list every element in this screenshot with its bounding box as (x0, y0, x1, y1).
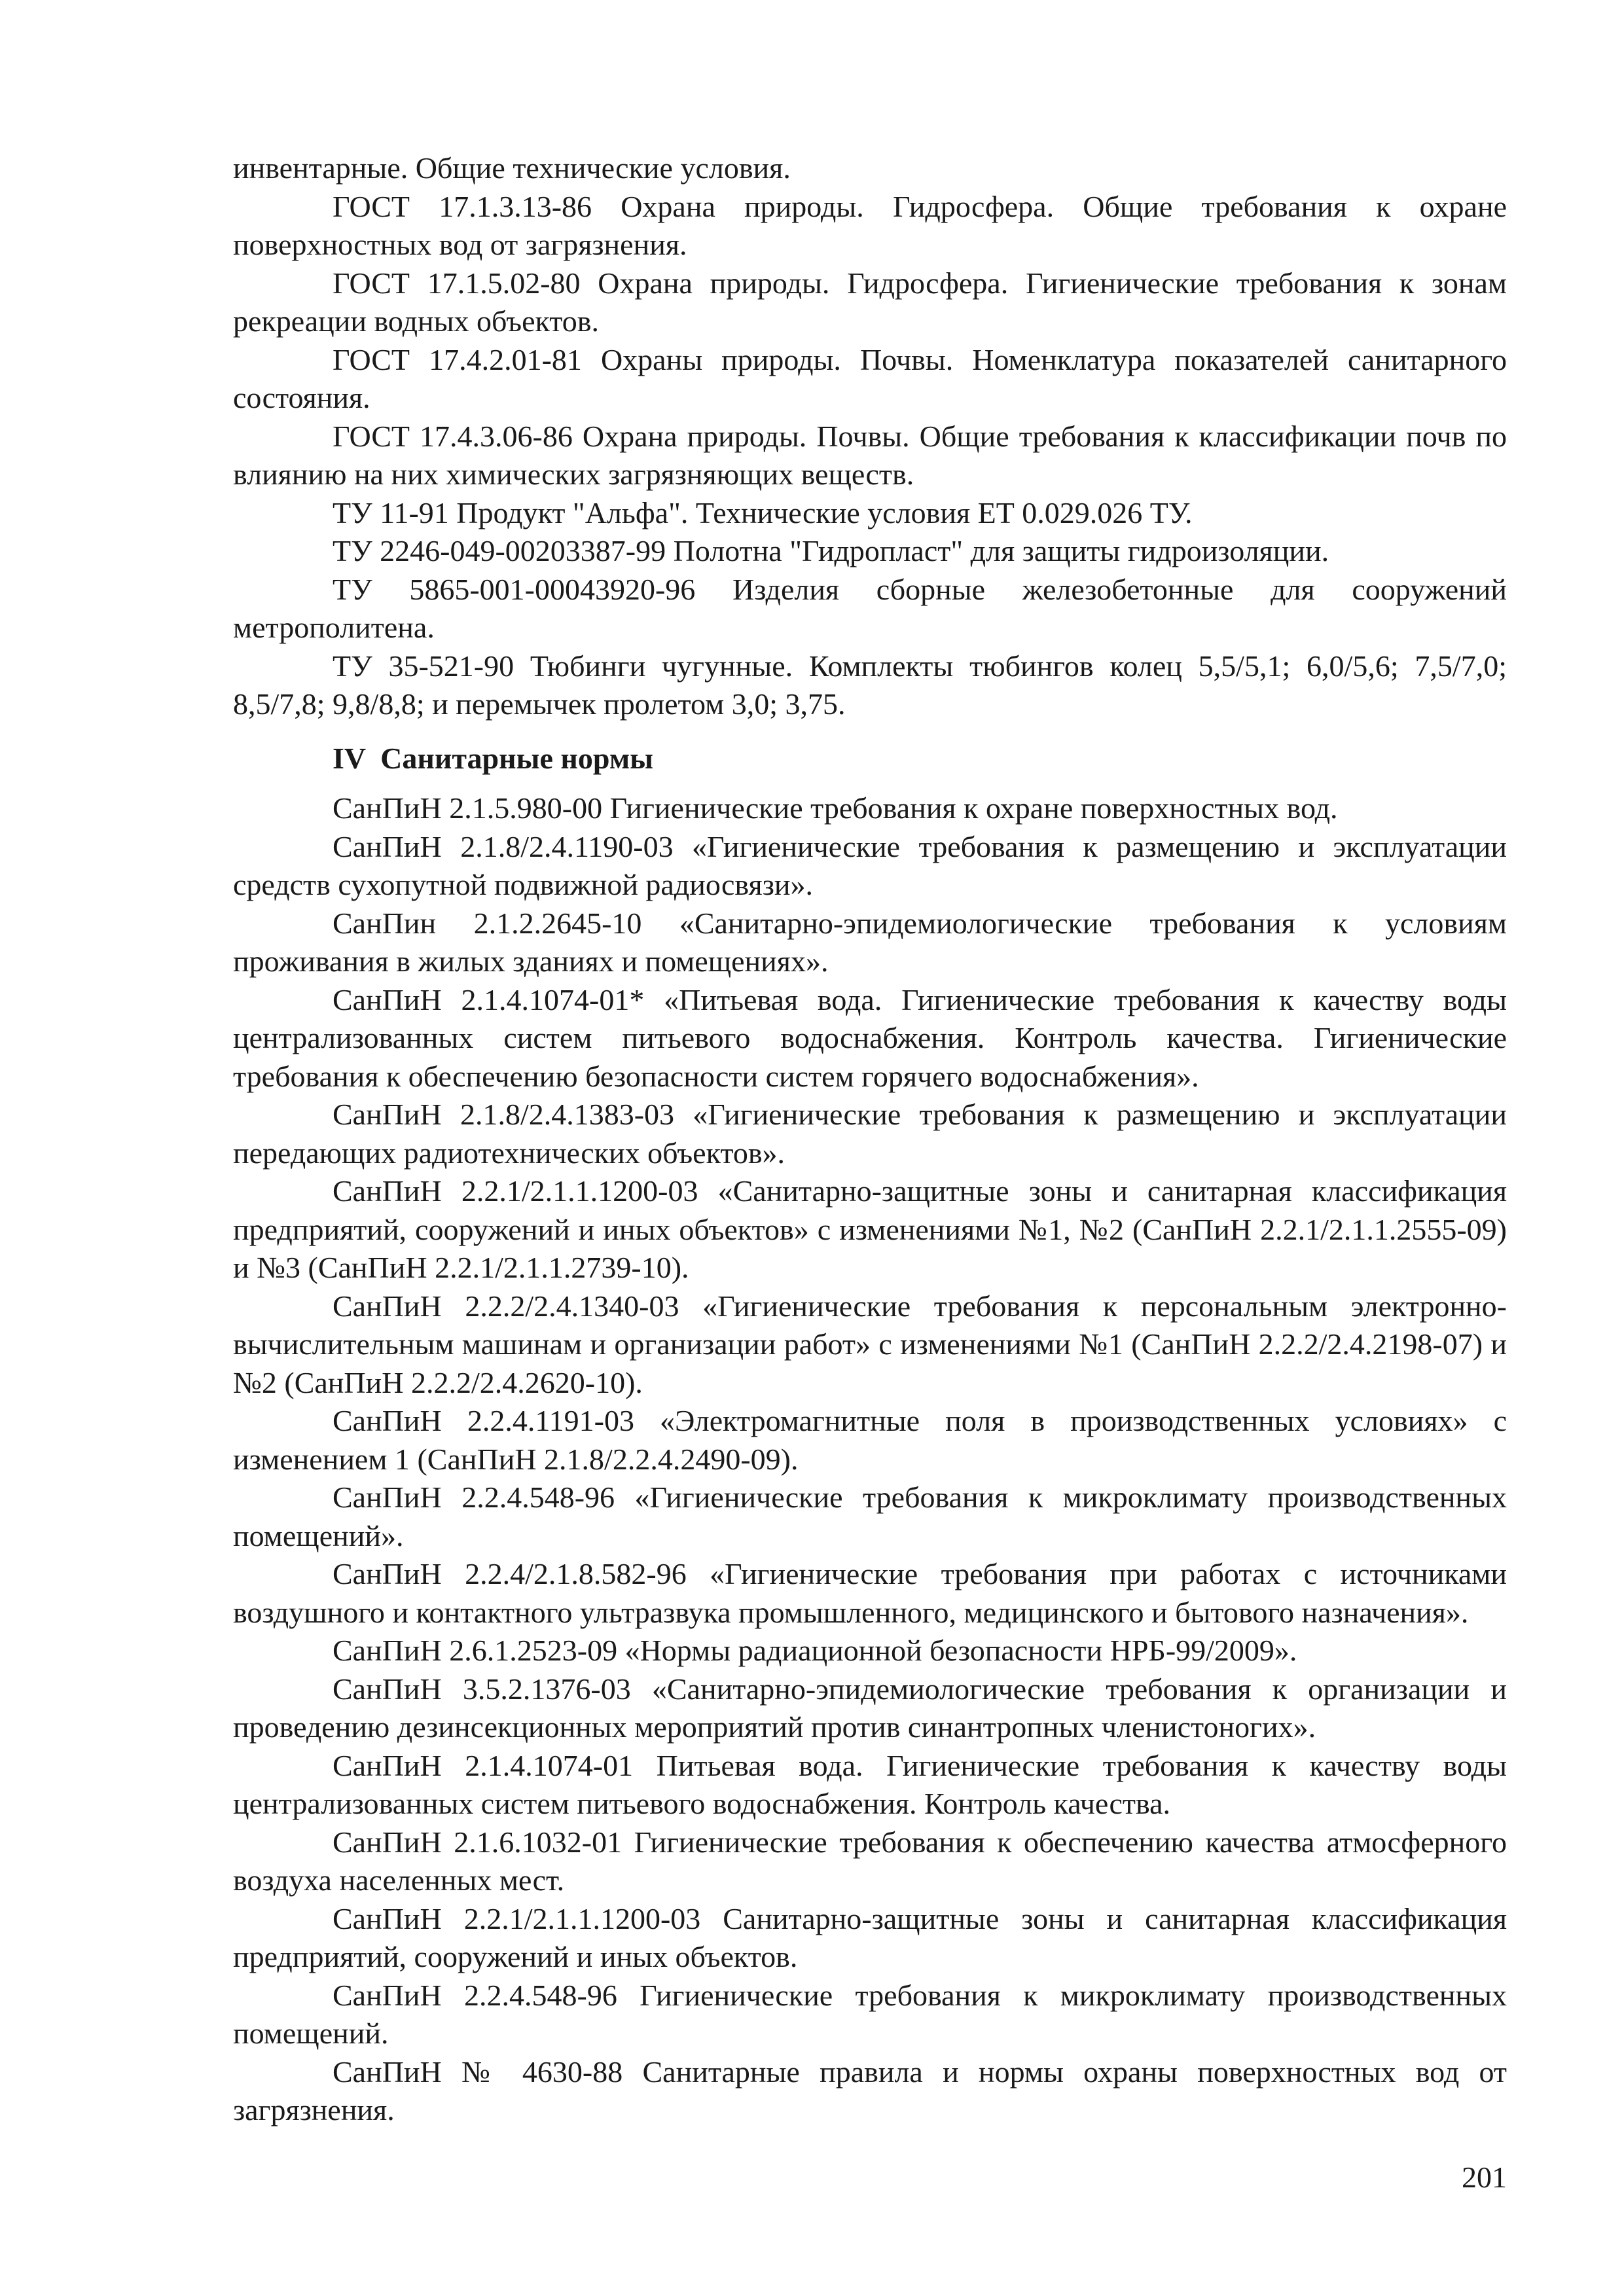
list-item: СанПиН 2.1.4.1074-01* «Питьевая вода. Гигиенические требования к качеству воды централизованных систем питьевого водоснабжения. Контроль качества. Гигиенические требования к обеспечению безопасности систем горячего водоснабжения». (233, 982, 1507, 1093)
list-item: ТУ 2246-049-00203387-99 Полотна "Гидропласт" для защиты гидроизоляции. (333, 534, 1329, 567)
page-number: 201 (1462, 2161, 1507, 2194)
list-item: ГОСТ 17.4.2.01-81 Охраны природы. Почвы. Номенклатура показателей санитарного состояния. (233, 342, 1507, 414)
section-heading (233, 740, 1507, 778)
list-item: ГОСТ 17.1.5.02-80 Охрана природы. Гидросфера. Гигиенические требования к зонам рекреации водных объектов. (233, 266, 1507, 338)
list-item: ГОСТ 17.1.3.13-86 Охрана природы. Гидросфера. Общие требования к охране поверхностных вод от загрязнения. (233, 189, 1507, 261)
list-item: СанПиН 2.2.4.548-96 «Гигиенические требования к микроклимату производственных помещений». (233, 1480, 1507, 1552)
paragraph-continuation: инвентарные. Общие технические условия. (233, 151, 791, 185)
list-item: СанПиН 2.1.5.980-00 Гигиенические требования к охране поверхностных вод. (333, 791, 1338, 825)
section-title: Санитарные нормы (380, 741, 654, 775)
list-item: СанПиН 2.1.8/2.4.1190-03 «Гигиенические требования к размещению и эксплуатации средств сухопутной подвижной радиосвязи». (233, 829, 1507, 901)
list-item: СанПиН 2.1.6.1032-01 Гигиенические требования к обеспечению качества атмосферного воздуха населенных мест. (233, 1825, 1507, 1897)
list-item: СанПиН 3.5.2.1376-03 «Санитарно-эпидемиологические требования к организации и проведению дезинсекционных мероприятий против синантропных членистоногих». (233, 1672, 1507, 1744)
list-item: ТУ 35-521-90 Тюбинги чугунные. Комплекты тюбингов колец 5,5/5,1; 6,0/5,6; 7,5/7,0; 8,5/7,8; 9,8/8,8; и перемычек пролетом 3,0; 3,75. (233, 649, 1507, 721)
page-content (233, 149, 1507, 2130)
list-item: ТУ 5865-001-00043920-96 Изделия сборные железобетонные для сооружений метрополитена. (233, 572, 1507, 644)
list-item: ГОСТ 17.4.3.06-86 Охрана природы. Почвы. Общие требования к классификации почв по влиянию на них химических загрязняющих веществ. (233, 419, 1507, 491)
list-item: СанПиН 2.2.4/2.1.8.582-96 «Гигиенические требования при работах с источниками воздушного и контактного ультразвука промышленного, медицинского и бытового назначения». (233, 1557, 1507, 1629)
list-item: СанПиН 2.2.4.1191-03 «Электромагнитные поля в производственных условиях» с изменением 1 (СанПиН 2.1.8/2.2.4.2490-09). (233, 1404, 1507, 1476)
list-item: ТУ 11-91 Продукт "Альфа". Технические условия ЕТ 0.029.026 ТУ. (333, 495, 1193, 529)
list-item: СанПиН 2.2.1/2.1.1.1200-03 Санитарно-защитные зоны и санитарная классификация предприятий, сооружений и иных объектов. (233, 1901, 1507, 1973)
section-number: IV (333, 741, 367, 775)
list-item: СанПиН 2.1.8/2.4.1383-03 «Гигиенические требования к размещению и эксплуатации передающих радиотехнических объектов». (233, 1098, 1507, 1170)
list-item: СанПиН № 4630-88 Санитарные правила и нормы охраны поверхностных вод от загрязнения. (233, 2054, 1507, 2126)
list-item: СанПиН 2.1.4.1074-01 Питьевая вода. Гигиенические требования к качеству воды централизованных систем питьевого водоснабжения. Контроль качества. (233, 1748, 1507, 1820)
list-item: СанПин 2.1.2.2645-10 «Санитарно-эпидемиологические требования к условиям проживания в жилых зданиях и помещениях». (233, 906, 1507, 978)
list-item: СанПиН 2.2.4.548-96 Гигиенические требования к микроклимату производственных помещений. (233, 1978, 1507, 2050)
list-item: СанПиН 2.6.1.2523-09 «Нормы радиационной безопасности НРБ-99/2009». (333, 1634, 1297, 1667)
list-item: СанПиН 2.2.1/2.1.1.1200-03 «Санитарно-защитные зоны и санитарная классификация предприятий, сооружений и иных объектов» с изменениями №1, №2 (СанПиН 2.2.1/2.1.1.2555-09) и №3 (СанПиН 2.2.1/2.1.1.2739-10). (233, 1174, 1507, 1284)
list-item: СанПиН 2.2.2/2.4.1340-03 «Гигиенические требования к персональным электронно-вычислительным машинам и организации работ» с изменениями №1 (СанПиН 2.2.2/2.4.2198-07) и №2 (СанПиН 2.2.2/2.4.2620-10). (233, 1289, 1507, 1399)
